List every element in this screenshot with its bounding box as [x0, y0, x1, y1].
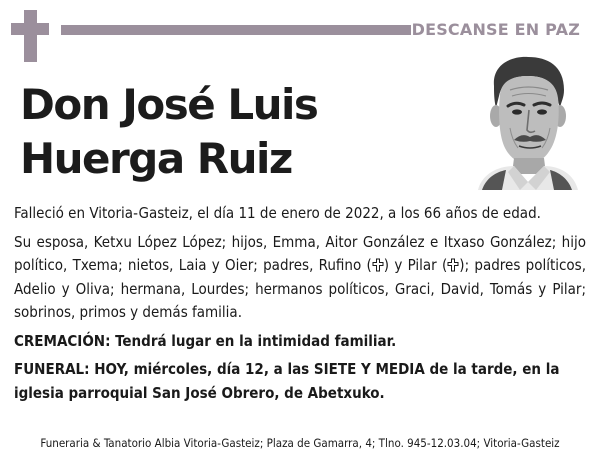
family-text-1: Su esposa, Ketxu López López; hijos, Emma, Aitor González e Itxaso González; hijo político, Txema; nietos, Laia y Oier; padres, Rufino (: [14, 232, 586, 274]
cremation-label: CREMACIÓN:: [14, 331, 111, 350]
small-cross-icon: [447, 258, 459, 272]
cremation-paragraph: [14, 330, 586, 354]
family-text-3: ); padres políticos, Adelio y Oliva; hermana, Lourdes; hermanos políticos, Graci, David, Tomás y Pilar; sobrinos, primos y demás familia.: [14, 256, 587, 321]
funeral-text: HOY, miércoles, día 12, a las SIETE Y MEDIA de la tarde, en la iglesia parroquial San José Obrero, de Abetxuko.: [14, 360, 560, 402]
deceased-name: [20, 78, 317, 186]
funeral-label: FUNERAL:: [14, 360, 90, 378]
cross-icon-vertical: [24, 10, 37, 62]
name-line-2: Huerga Ruiz: [20, 134, 292, 183]
rip-label: DESCANSE EN PAZ: [411, 20, 580, 39]
small-cross-icon: [372, 258, 384, 272]
funeral-home-footer: Funeraria & Tanatorio Albia Vitoria-Gasteiz; Plaza de Gamarra, 4; Tlno. 945-12.03.04; Vitoria-Gasteiz: [40, 436, 560, 450]
cremation-text: Tendrá lugar en la intimidad familiar.: [110, 331, 397, 350]
name-line-1: Don José Luis: [20, 80, 318, 129]
family-text-2: ) y Pilar (: [383, 256, 448, 274]
cross-icon-horizontal: [11, 23, 49, 35]
family-paragraph: [14, 231, 586, 325]
header-band: [61, 25, 411, 35]
death-paragraph: Falleció en Vitoria-Gasteiz, el día 11 de enero de 2022, a los 66 años de edad.: [14, 204, 541, 222]
portrait-photo: [472, 50, 582, 190]
funeral-paragraph: [14, 358, 586, 405]
notice-body: [14, 202, 586, 410]
